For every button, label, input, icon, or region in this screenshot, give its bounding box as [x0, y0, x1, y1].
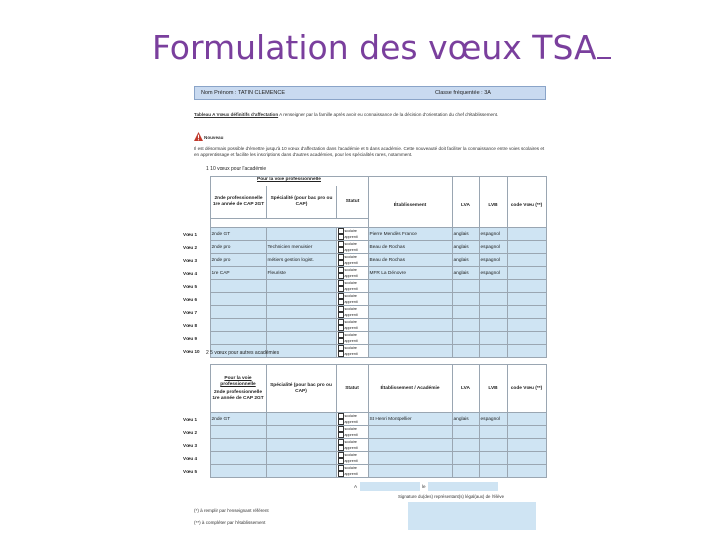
wish-statut-cell[interactable]: scolaire apprenti	[336, 254, 368, 267]
wish-spec-cell[interactable]	[266, 332, 336, 345]
header-etab: Établissement	[368, 177, 452, 236]
checkbox-apprenti[interactable]	[338, 325, 344, 331]
wish-label: Vœu 4	[183, 455, 198, 461]
wish-lva-cell[interactable]	[452, 426, 479, 439]
wish-etab-cell[interactable]	[368, 280, 452, 293]
wish-etab-cell[interactable]: Beau de Rochas	[368, 254, 452, 267]
wish-bac-cell[interactable]: 1re CAP	[210, 267, 266, 280]
wish-lvb-cell[interactable]	[479, 426, 507, 439]
checkbox-apprenti[interactable]	[338, 312, 344, 318]
date-label: le	[422, 484, 426, 489]
wish-label: Vœu 10	[183, 348, 200, 354]
wish-row	[182, 267, 546, 280]
checkbox-apprenti[interactable]	[338, 432, 344, 438]
wish-statut-cell[interactable]: scolaire apprenti	[336, 319, 368, 332]
wish-row	[182, 465, 546, 478]
wish-bac-cell[interactable]	[210, 332, 266, 345]
wish-code-cell[interactable]	[507, 254, 546, 267]
wish-row	[182, 254, 546, 267]
place-label: A	[354, 484, 358, 489]
wish-lva-cell[interactable]	[452, 319, 479, 332]
footnote-2: (**) à compléter par l'établissement	[194, 520, 266, 525]
wish-code-cell[interactable]	[507, 413, 546, 426]
wishes-rows-academy	[182, 227, 547, 358]
wish-label: Vœu 3	[183, 442, 198, 448]
wish-spec-cell[interactable]	[266, 319, 336, 332]
footnote-1: (*) à remplir par l'enseignant référent	[194, 508, 269, 513]
wish-lvb-cell[interactable]: espagnol	[479, 413, 507, 426]
wish-lva-cell[interactable]: anglais	[452, 413, 479, 426]
checkbox-apprenti[interactable]	[338, 458, 344, 464]
wish-lvb-cell[interactable]	[479, 452, 507, 465]
wish-code-cell[interactable]	[507, 319, 546, 332]
wish-lvb-cell[interactable]	[479, 345, 507, 358]
wish-code-cell[interactable]	[507, 306, 546, 319]
wish-spec-cell[interactable]	[266, 413, 336, 426]
wish-code-cell[interactable]	[507, 228, 546, 241]
wish-row	[182, 280, 546, 293]
checkbox-apprenti[interactable]	[338, 351, 344, 357]
wish-label: Vœu 2	[183, 429, 198, 435]
wish-etab-cell[interactable]	[368, 452, 452, 465]
wish-spec-cell[interactable]	[266, 465, 336, 478]
header-lvb-2: LVB	[479, 365, 507, 413]
date-field[interactable]	[428, 482, 498, 491]
wish-code-cell[interactable]	[507, 280, 546, 293]
wish-label: Vœu 1	[183, 416, 198, 422]
wish-lva-cell[interactable]: anglais	[452, 228, 479, 241]
header-statut-2: Statut	[336, 365, 368, 413]
wish-row	[182, 413, 546, 426]
wish-bac-cell[interactable]: 2nde GT	[210, 228, 266, 241]
wish-lvb-cell[interactable]: espagnol	[479, 267, 507, 280]
wish-statut-cell[interactable]: scolaire apprenti	[336, 332, 368, 345]
checkbox-apprenti[interactable]	[338, 273, 344, 279]
header-pro: Pour la voie professionnelle	[210, 177, 368, 227]
wish-lva-cell[interactable]: anglais	[452, 267, 479, 280]
student-name: Nom Prénom : TATIN CLEMENCE	[201, 90, 286, 96]
wish-etab-cell[interactable]	[368, 465, 452, 478]
wish-lvb-cell[interactable]	[479, 439, 507, 452]
wish-lvb-cell[interactable]: espagnol	[479, 228, 507, 241]
wish-statut-cell[interactable]: scolaire apprenti	[336, 413, 368, 426]
wish-lva-cell[interactable]	[452, 465, 479, 478]
intro-paragraph	[194, 112, 546, 118]
wish-spec-cell[interactable]: Technicien menuisier	[266, 241, 336, 254]
checkbox-apprenti[interactable]	[338, 338, 344, 344]
wish-etab-cell[interactable]: Pierre Mendès France	[368, 228, 452, 241]
wish-row	[182, 332, 546, 345]
wish-code-cell[interactable]	[507, 345, 546, 358]
wish-statut-cell[interactable]: scolaire apprenti	[336, 280, 368, 293]
wish-label: Vœu 7	[183, 309, 198, 315]
wish-lvb-cell[interactable]	[479, 293, 507, 306]
wish-lva-cell[interactable]	[452, 439, 479, 452]
wish-etab-cell[interactable]	[368, 345, 452, 358]
wish-label: Vœu 4	[183, 270, 198, 276]
wish-code-cell[interactable]	[507, 241, 546, 254]
wish-row	[182, 293, 546, 306]
wishes-table-other	[182, 364, 547, 478]
wish-lva-cell[interactable]: anglais	[452, 241, 479, 254]
text-cursor	[597, 55, 611, 59]
wish-statut-cell[interactable]: scolaire apprenti	[336, 439, 368, 452]
wish-label: Vœu 3	[183, 257, 198, 263]
form-sheet	[182, 80, 546, 535]
intro-title: Tableau A Vœux définitifs d'affectation	[194, 112, 279, 117]
wish-code-cell[interactable]	[507, 267, 546, 280]
wish-etab-cell[interactable]: MFR La Dénovre	[368, 267, 452, 280]
wish-label: Vœu 5	[183, 283, 198, 289]
header-lva: LVA	[452, 177, 479, 236]
wish-lva-cell[interactable]	[452, 293, 479, 306]
header-bac: 2nde professionnelle 1re année de CAP 2GT	[211, 186, 267, 218]
wish-spec-cell[interactable]	[266, 293, 336, 306]
wish-label: Vœu 8	[183, 322, 198, 328]
wish-code-cell[interactable]	[507, 426, 546, 439]
checkbox-apprenti[interactable]	[338, 234, 344, 240]
wish-statut-cell[interactable]: scolaire apprenti	[336, 452, 368, 465]
wish-statut-cell[interactable]: scolaire apprenti	[336, 293, 368, 306]
wish-code-cell[interactable]	[507, 439, 546, 452]
wish-lva-cell[interactable]: anglais	[452, 254, 479, 267]
checkbox-apprenti[interactable]	[338, 445, 344, 451]
wish-statut-cell[interactable]: scolaire apprenti	[336, 465, 368, 478]
wish-lva-cell[interactable]	[452, 306, 479, 319]
section-other-academies: 2 5 vœux pour autres académies	[206, 350, 280, 356]
wish-bac-cell[interactable]	[210, 452, 266, 465]
wish-bac-cell[interactable]: 2nde pro	[210, 241, 266, 254]
checkbox-apprenti[interactable]	[338, 471, 344, 477]
wish-lvb-cell[interactable]	[479, 332, 507, 345]
wish-bac-cell[interactable]	[210, 280, 266, 293]
wish-statut-cell[interactable]: scolaire apprenti	[336, 306, 368, 319]
intro-text: A renseigner par la famille après avoir eu connaissance de la décision d'orientation du chef d'établissement.	[279, 112, 499, 117]
header-lva-2: LVA	[452, 365, 479, 413]
wish-bac-cell[interactable]: 2nde GT	[210, 413, 266, 426]
wish-lva-cell[interactable]	[452, 280, 479, 293]
wish-label: Vœu 6	[183, 296, 198, 302]
section-academy: 1 10 vœux pour l'académie	[206, 166, 267, 172]
wish-row	[182, 228, 546, 241]
header-code-2: code Vœu (**)	[507, 365, 546, 413]
wish-statut-cell[interactable]: scolaire apprenti	[336, 345, 368, 358]
header-statut: Statut	[337, 186, 369, 218]
wish-code-cell[interactable]	[507, 465, 546, 478]
signature-label: Signature du(des) représentant(s) légal(aux) de l'élève	[398, 494, 505, 499]
wish-spec-cell[interactable]	[266, 452, 336, 465]
wish-label: Vœu 9	[183, 335, 198, 341]
header-subcols	[210, 186, 369, 219]
checkbox-apprenti[interactable]	[338, 299, 344, 305]
wish-lva-cell[interactable]	[452, 345, 479, 358]
wish-spec-cell[interactable]	[266, 306, 336, 319]
wish-code-cell[interactable]	[507, 452, 546, 465]
wish-spec-cell[interactable]	[266, 439, 336, 452]
wish-code-cell[interactable]	[507, 293, 546, 306]
wish-etab-cell[interactable]	[368, 426, 452, 439]
notice-title: Nouveau	[204, 135, 224, 140]
wish-etab-cell[interactable]	[368, 439, 452, 452]
checkbox-apprenti[interactable]	[338, 247, 344, 253]
place-field[interactable]	[360, 482, 420, 491]
wish-lvb-cell[interactable]: espagnol	[479, 254, 507, 267]
wish-bac-cell[interactable]: 2nde pro	[210, 254, 266, 267]
wish-bac-cell[interactable]	[210, 293, 266, 306]
wish-etab-cell[interactable]: Beau de Rochas	[368, 241, 452, 254]
wish-bac-cell[interactable]	[210, 319, 266, 332]
wish-statut-cell[interactable]: scolaire apprenti	[336, 241, 368, 254]
wish-statut-cell[interactable]: scolaire apprenti	[336, 228, 368, 241]
checkbox-apprenti[interactable]	[338, 260, 344, 266]
wish-lvb-cell[interactable]	[479, 319, 507, 332]
wish-bac-cell[interactable]	[210, 426, 266, 439]
wish-lvb-cell[interactable]	[479, 306, 507, 319]
wish-lva-cell[interactable]	[452, 452, 479, 465]
wish-lvb-cell[interactable]	[479, 465, 507, 478]
checkbox-apprenti[interactable]	[338, 419, 344, 425]
warning-icon	[194, 132, 203, 141]
wish-lvb-cell[interactable]	[479, 280, 507, 293]
header-spec: Spécialité (pour bac pro ou CAP)	[267, 186, 337, 218]
wish-etab-cell[interactable]	[368, 332, 452, 345]
header-code: code Vœu (**)	[507, 177, 546, 236]
header-spec-2: Spécialité (pour bac pro ou CAP)	[266, 365, 336, 413]
student-header-bar	[194, 86, 546, 100]
slide-title: Formulation des vœux TSA	[152, 28, 611, 67]
wish-etab-cell[interactable]	[368, 293, 452, 306]
wish-lvb-cell[interactable]: espagnol	[479, 241, 507, 254]
wish-spec-cell[interactable]	[266, 426, 336, 439]
wish-row	[182, 426, 546, 439]
wish-etab-cell[interactable]: St Henri Montpellier	[368, 413, 452, 426]
wish-label: Vœu 2	[183, 244, 198, 250]
wish-spec-cell[interactable]	[266, 228, 336, 241]
wish-spec-cell[interactable]	[266, 280, 336, 293]
wish-bac-cell[interactable]	[210, 306, 266, 319]
wish-statut-cell[interactable]: scolaire apprenti	[336, 426, 368, 439]
wish-spec-cell[interactable]: métiers gestion logist.	[266, 254, 336, 267]
wish-row	[182, 319, 546, 332]
signature-field[interactable]	[408, 502, 536, 530]
wish-lva-cell[interactable]	[452, 332, 479, 345]
header-lvb: LVB	[479, 177, 507, 236]
wish-row	[182, 306, 546, 319]
wish-row	[182, 241, 546, 254]
wish-code-cell[interactable]	[507, 332, 546, 345]
wish-statut-cell[interactable]: scolaire apprenti	[336, 267, 368, 280]
wish-bac-cell[interactable]	[210, 465, 266, 478]
wish-bac-cell[interactable]	[210, 439, 266, 452]
checkbox-apprenti[interactable]	[338, 286, 344, 292]
wish-label: Vœu 1	[183, 231, 198, 237]
notice-text: Il est désormais possible d'émettre jusqu'à 10 vœux d'affectation dans l'académie et 5 dans académie. Cette nouveauté doit faciliter la connaissance entre voies scolaires et en apprentissage et facilite les inscriptions dans d'autres académies, pour les spécialités rares, notamment.	[194, 146, 545, 157]
wish-label: Vœu 5	[183, 468, 198, 474]
wish-row	[182, 452, 546, 465]
student-class: Classe fréquentée : 3A	[435, 90, 491, 96]
header-etab-2: Établissement / Académie	[368, 365, 452, 413]
wish-etab-cell[interactable]	[368, 306, 452, 319]
header-bac-2: Pour la voie professionnelle 2nde professionnelle 1re année de CAP 2GT	[210, 365, 266, 413]
wish-row	[182, 439, 546, 452]
wish-etab-cell[interactable]	[368, 319, 452, 332]
wish-spec-cell[interactable]: Fleuriste	[266, 267, 336, 280]
